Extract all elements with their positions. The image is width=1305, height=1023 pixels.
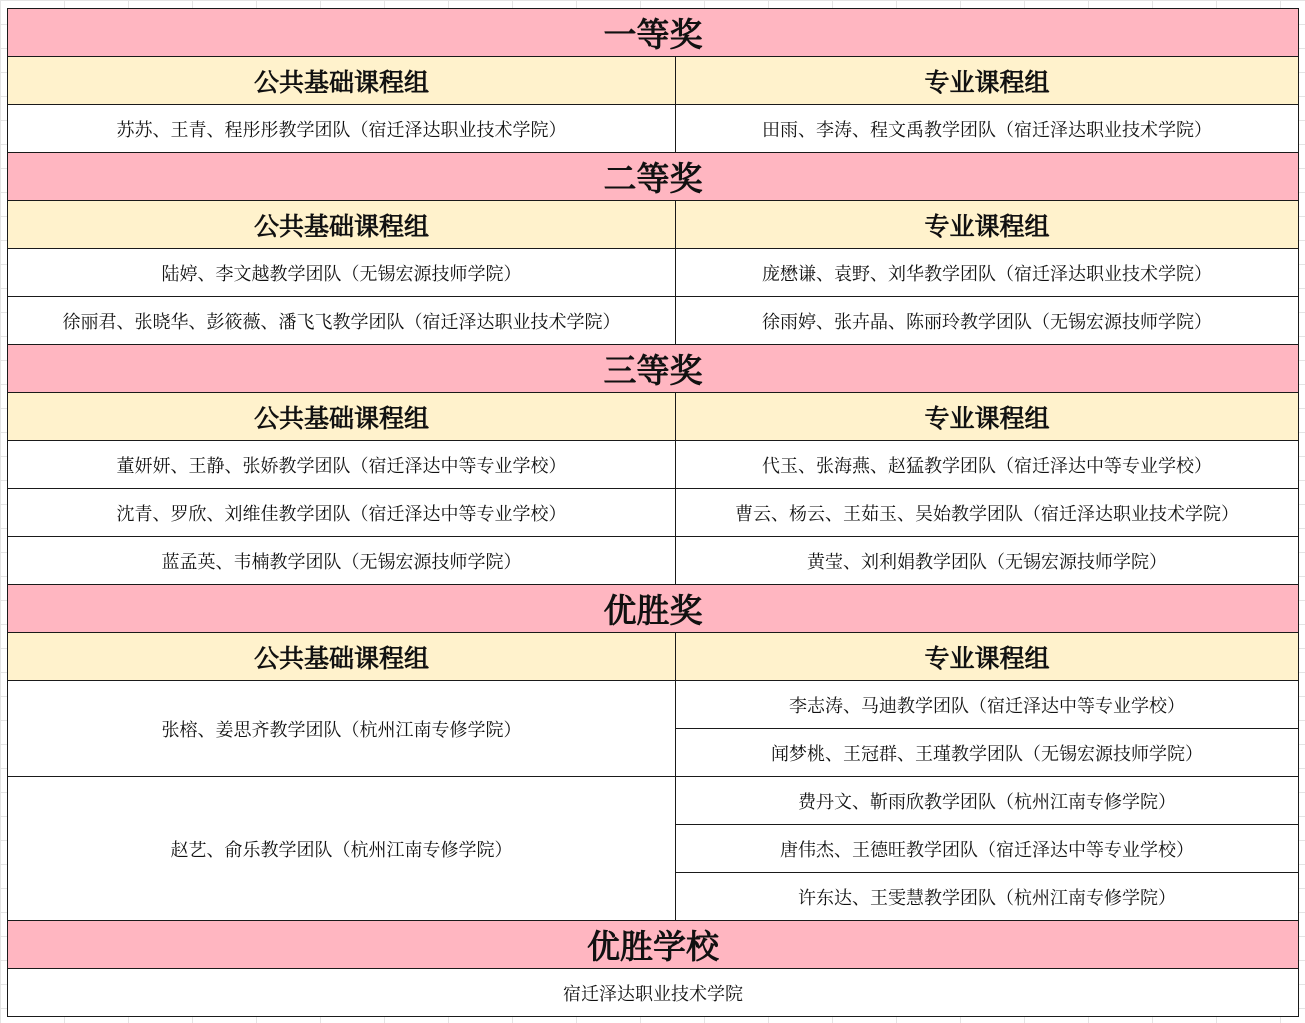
award-header-merit: [8, 585, 1299, 633]
award-header-second: [8, 153, 1299, 201]
group-header-row: [8, 393, 1299, 441]
team-cell-public[interactable]: 沈青、罗欣、刘维佳教学团队（宿迁泽达中等专业学校）: [8, 489, 676, 537]
group-header-row: [8, 633, 1299, 681]
team-cell-professional[interactable]: 徐雨婷、张卉晶、陈丽玲教学团队（无锡宏源技师学院）: [676, 297, 1299, 345]
team-cell-public[interactable]: 徐丽君、张晓华、彭筱薇、潘飞飞教学团队（宿迁泽达职业技术学院）: [8, 297, 676, 345]
group-header-row: [8, 201, 1299, 249]
team-cell-public-merged[interactable]: 赵艺、俞乐教学团队（杭州江南专修学院）: [8, 777, 676, 921]
group-label-public[interactable]: 公共基础课程组: [8, 201, 676, 249]
award-header-schools: [8, 921, 1299, 969]
group-label-public[interactable]: 公共基础课程组: [8, 57, 676, 105]
team-cell-professional[interactable]: 庞懋谦、袁野、刘华教学团队（宿迁泽达职业技术学院）: [676, 249, 1299, 297]
award-title-third[interactable]: 三等奖: [8, 345, 1299, 393]
table-row: [8, 969, 1299, 1017]
table-row: [8, 441, 1299, 489]
group-label-public[interactable]: 公共基础课程组: [8, 393, 676, 441]
team-cell-public[interactable]: 陆婷、李文越教学团队（无锡宏源技师学院）: [8, 249, 676, 297]
table-row: [8, 105, 1299, 153]
award-header-third: [8, 345, 1299, 393]
team-cell-professional[interactable]: 唐伟杰、王德旺教学团队（宿迁泽达中等专业学校）: [676, 825, 1299, 873]
team-cell-public[interactable]: 苏苏、王青、程彤彤教学团队（宿迁泽达职业技术学院）: [8, 105, 676, 153]
award-table: [7, 8, 1299, 1017]
team-cell-professional[interactable]: 李志涛、马迪教学团队（宿迁泽达中等专业学校）: [676, 681, 1299, 729]
award-title-first[interactable]: 一等奖: [8, 9, 1299, 57]
award-title-schools[interactable]: 优胜学校: [8, 921, 1299, 969]
table-row: [8, 249, 1299, 297]
group-label-professional[interactable]: 专业课程组: [676, 57, 1299, 105]
team-cell-professional[interactable]: 黄莹、刘利娟教学团队（无锡宏源技师学院）: [676, 537, 1299, 585]
team-cell-public-merged[interactable]: 张榕、姜思齐教学团队（杭州江南专修学院）: [8, 681, 676, 777]
team-cell-public[interactable]: 董妍妍、王静、张娇教学团队（宿迁泽达中等专业学校）: [8, 441, 676, 489]
team-cell-professional[interactable]: 费丹文、靳雨欣教学团队（杭州江南专修学院）: [676, 777, 1299, 825]
table-row: [8, 537, 1299, 585]
award-title-second[interactable]: 二等奖: [8, 153, 1299, 201]
award-title-merit[interactable]: 优胜奖: [8, 585, 1299, 633]
team-cell-professional[interactable]: 许东达、王雯慧教学团队（杭州江南专修学院）: [676, 873, 1299, 921]
team-cell-professional[interactable]: 田雨、李涛、程文禹教学团队（宿迁泽达职业技术学院）: [676, 105, 1299, 153]
team-cell-professional[interactable]: 代玉、张海燕、赵猛教学团队（宿迁泽达中等专业学校）: [676, 441, 1299, 489]
group-label-professional[interactable]: 专业课程组: [676, 201, 1299, 249]
award-header-first: [8, 9, 1299, 57]
table-row: [8, 297, 1299, 345]
team-cell-professional[interactable]: 闻梦桃、王冠群、王瑾教学团队（无锡宏源技师学院）: [676, 729, 1299, 777]
table-row: [8, 681, 1299, 729]
group-header-row: [8, 57, 1299, 105]
winning-school-cell[interactable]: 宿迁泽达职业技术学院: [8, 969, 1299, 1017]
table-row: [8, 777, 1299, 825]
group-label-professional[interactable]: 专业课程组: [676, 393, 1299, 441]
group-label-professional[interactable]: 专业课程组: [676, 633, 1299, 681]
team-cell-professional[interactable]: 曹云、杨云、王茹玉、吴始教学团队（宿迁泽达职业技术学院）: [676, 489, 1299, 537]
group-label-public[interactable]: 公共基础课程组: [8, 633, 676, 681]
team-cell-public[interactable]: 蓝孟英、韦楠教学团队（无锡宏源技师学院）: [8, 537, 676, 585]
table-row: [8, 489, 1299, 537]
